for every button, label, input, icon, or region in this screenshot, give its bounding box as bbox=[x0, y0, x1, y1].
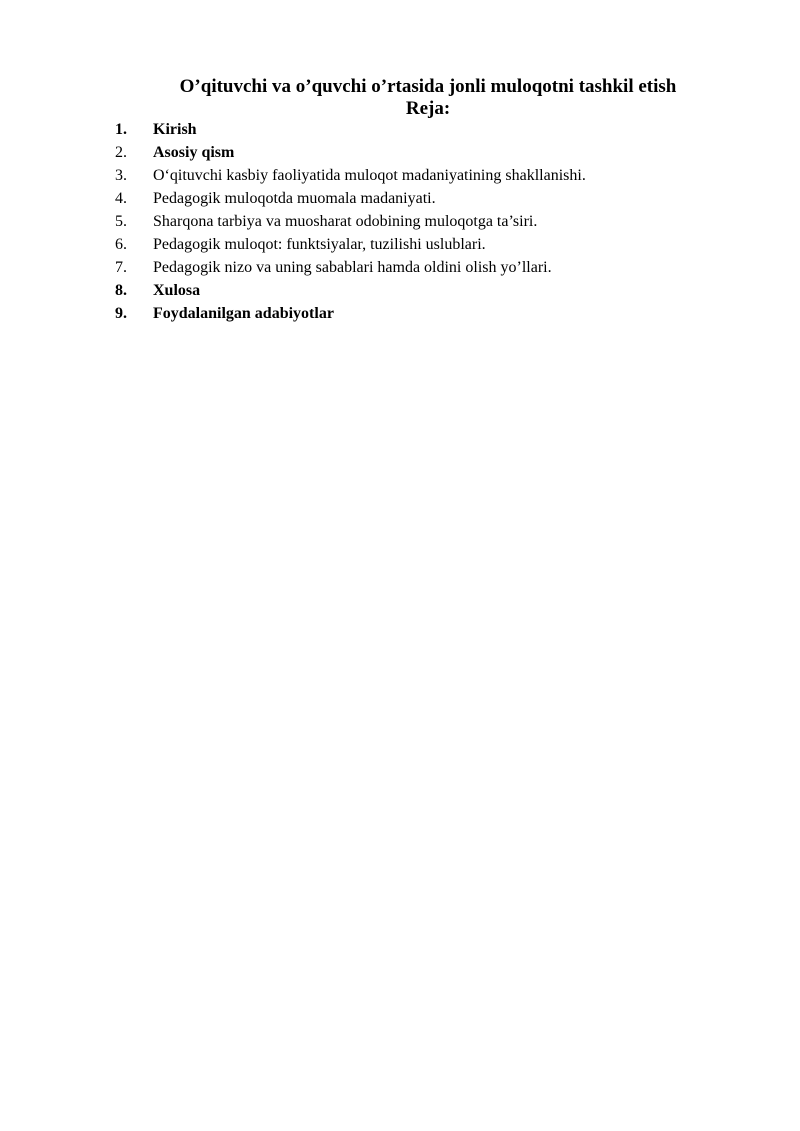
plan-item-2 bbox=[115, 141, 586, 164]
plan-item-number: 1. bbox=[115, 121, 127, 138]
plan-item-text: Pedagogik muloqot: funktsiyalar, tuzilishi uslublari. bbox=[153, 236, 486, 253]
plan-item-text: Foydalanilgan adabiyotlar bbox=[153, 305, 334, 322]
plan-heading: Reja: bbox=[405, 98, 451, 119]
document-title: O’qituvchi va o’quvchi o’rtasida jonli muloqotni tashkil etish bbox=[179, 76, 677, 97]
plan-item-number: 2. bbox=[115, 144, 127, 161]
plan-item-number: 9. bbox=[115, 305, 127, 322]
plan-item-number: 5. bbox=[115, 213, 127, 230]
plan-item-text: Asosiy qism bbox=[153, 144, 235, 161]
plan-item-text: Pedagogik muloqotda muomala madaniyati. bbox=[153, 190, 436, 207]
plan-item-7 bbox=[115, 256, 586, 279]
plan-item-text: O‘qituvchi kasbiy faoliyatida muloqot madaniyatining shakllanishi. bbox=[153, 167, 586, 184]
plan-item-text: Pedagogik nizo va uning sabablari hamda oldini olish yo’llari. bbox=[153, 259, 552, 276]
plan-item-5 bbox=[115, 210, 586, 233]
plan-item-number: 4. bbox=[115, 190, 127, 207]
plan-item-text: Kirish bbox=[153, 121, 197, 138]
plan-item-8 bbox=[115, 279, 586, 302]
plan-item-number: 7. bbox=[115, 259, 127, 276]
plan-item-number: 8. bbox=[115, 282, 127, 299]
plan-item-text: Xulosa bbox=[153, 282, 201, 299]
plan-item-number: 6. bbox=[115, 236, 127, 253]
plan-list bbox=[115, 118, 586, 325]
plan-item-9 bbox=[115, 302, 586, 325]
plan-item-6 bbox=[115, 233, 586, 256]
plan-item-4 bbox=[115, 187, 586, 210]
plan-item-number: 3. bbox=[115, 167, 127, 184]
plan-item-text: Sharqona tarbiya va muosharat odobining muloqotga ta’siri. bbox=[153, 213, 538, 230]
plan-item-1 bbox=[115, 118, 586, 141]
plan-item-3 bbox=[115, 164, 586, 187]
